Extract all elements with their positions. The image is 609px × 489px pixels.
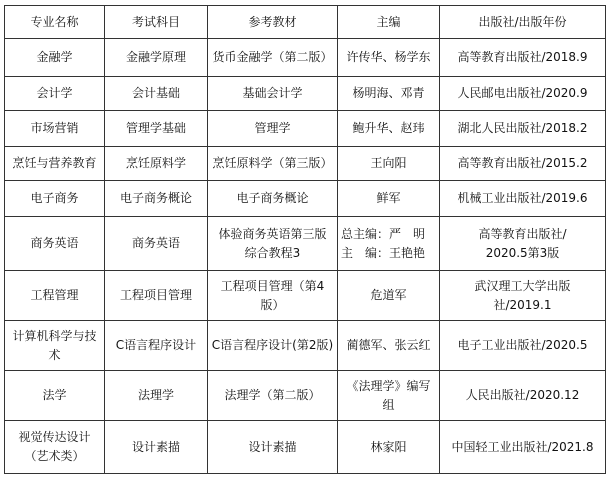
header-textbook: 参考教材 xyxy=(208,6,338,39)
cell-exam-subject: 工程项目管理 xyxy=(105,271,208,321)
cell-major: 法学 xyxy=(5,371,105,421)
cell-textbook: 基础会计学 xyxy=(208,77,338,111)
table-row xyxy=(5,421,606,474)
table-row xyxy=(5,271,606,321)
cell-exam-subject: 金融学原理 xyxy=(105,39,208,77)
cell-major: 工程管理 xyxy=(5,271,105,321)
cell-major: 烹饪与营养教育 xyxy=(5,147,105,181)
header-editor: 主编 xyxy=(338,6,440,39)
cell-editor: 鲜军 xyxy=(338,181,440,217)
cell-exam-subject: 管理学基础 xyxy=(105,111,208,147)
cell-publisher-year: 湖北人民出版社/2018.2 xyxy=(440,111,606,147)
table-row xyxy=(5,371,606,421)
cell-major: 会计学 xyxy=(5,77,105,111)
cell-textbook: 管理学 xyxy=(208,111,338,147)
cell-editor: 蔺德军、张云红 xyxy=(338,321,440,371)
cell-publisher-year: 人民邮电出版社/2020.9 xyxy=(440,77,606,111)
table-row xyxy=(5,147,606,181)
cell-exam-subject: 电子商务概论 xyxy=(105,181,208,217)
table-row xyxy=(5,181,606,217)
cell-publisher-year: 电子工业出版社/2020.5 xyxy=(440,321,606,371)
table-row xyxy=(5,321,606,371)
cell-editor: 《法理学》编写 组 xyxy=(338,371,440,421)
cell-editor: 许传华、杨学东 xyxy=(338,39,440,77)
cell-publisher-year: 机械工业出版社/2019.6 xyxy=(440,181,606,217)
cell-textbook: 设计素描 xyxy=(208,421,338,474)
cell-editor: 危道军 xyxy=(338,271,440,321)
cell-textbook: 电子商务概论 xyxy=(208,181,338,217)
cell-major: 商务英语 xyxy=(5,217,105,271)
cell-editor: 总主编：严 明 主 编：王艳艳 xyxy=(338,217,440,271)
cell-publisher-year: 人民出版社/2020.12 xyxy=(440,371,606,421)
cell-exam-subject: 法理学 xyxy=(105,371,208,421)
cell-editor: 王向阳 xyxy=(338,147,440,181)
cell-major: 市场营销 xyxy=(5,111,105,147)
cell-exam-subject: 烹饪原料学 xyxy=(105,147,208,181)
header-major: 专业名称 xyxy=(5,6,105,39)
cell-editor: 杨明海、邓青 xyxy=(338,77,440,111)
cell-exam-subject: 设计素描 xyxy=(105,421,208,474)
cell-major: 电子商务 xyxy=(5,181,105,217)
cell-major: 金融学 xyxy=(5,39,105,77)
header-row xyxy=(5,6,606,39)
cell-major: 计算机科学与技 术 xyxy=(5,321,105,371)
table-row xyxy=(5,111,606,147)
cell-textbook: 法理学（第二版） xyxy=(208,371,338,421)
cell-publisher-year: 高等教育出版社/2018.9 xyxy=(440,39,606,77)
cell-textbook: 体验商务英语第三版 综合教程3 xyxy=(208,217,338,271)
cell-exam-subject: C语言程序设计 xyxy=(105,321,208,371)
cell-editor: 林家阳 xyxy=(338,421,440,474)
cell-textbook: 货币金融学（第二版） xyxy=(208,39,338,77)
cell-publisher-year: 高等教育出版社/ 2020.5第3版 xyxy=(440,217,606,271)
cell-textbook: C语言程序设计(第2版) xyxy=(208,321,338,371)
table-row xyxy=(5,39,606,77)
table-row xyxy=(5,77,606,111)
header-exam-subject: 考试科目 xyxy=(105,6,208,39)
cell-editor: 鲍升华、赵玮 xyxy=(338,111,440,147)
table-row xyxy=(5,217,606,271)
cell-exam-subject: 商务英语 xyxy=(105,217,208,271)
cell-major: 视觉传达设计 （艺术类） xyxy=(5,421,105,474)
header-publisher-year: 出版社/出版年份 xyxy=(440,6,606,39)
cell-textbook: 工程项目管理（第4 版） xyxy=(208,271,338,321)
cell-publisher-year: 武汉理工大学出版 社/2019.1 xyxy=(440,271,606,321)
cell-publisher-year: 高等教育出版社/2015.2 xyxy=(440,147,606,181)
cell-publisher-year: 中国轻工业出版社/2021.8 xyxy=(440,421,606,474)
cell-exam-subject: 会计基础 xyxy=(105,77,208,111)
cell-textbook: 烹饪原料学（第三版） xyxy=(208,147,338,181)
exam-textbook-table xyxy=(4,5,606,474)
